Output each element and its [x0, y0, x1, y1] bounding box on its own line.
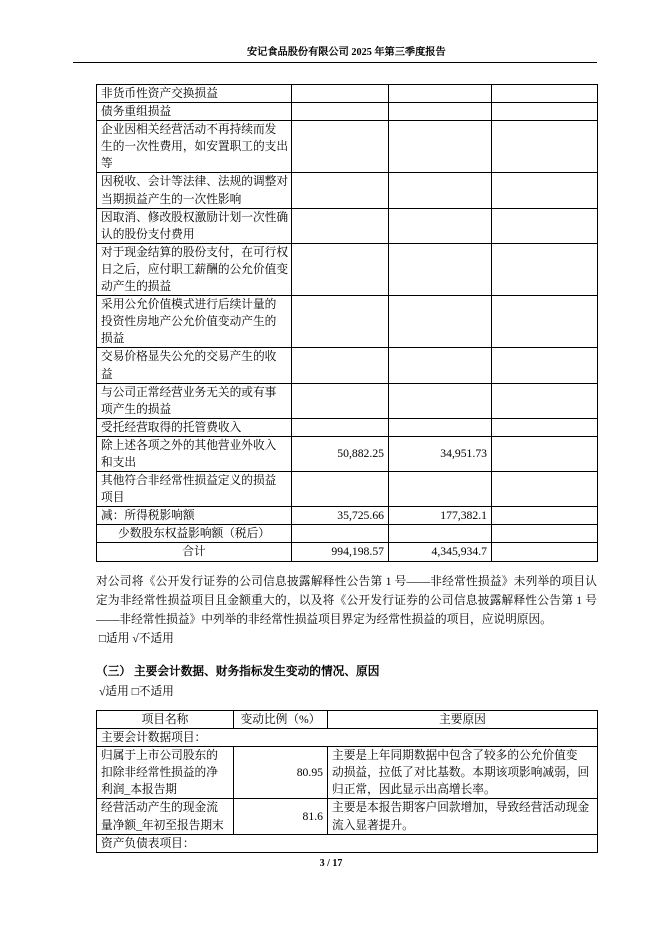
- item-label: 因取消、修改股权激励计划一次性确 认的股份支付费用: [97, 208, 292, 243]
- row-one-time-costs-discontinued-operations: [97, 121, 598, 173]
- row-investment-property-fair-value: [97, 296, 598, 348]
- row-other-non-operating-income-expense: [97, 436, 598, 471]
- change-ratio-cell: 80.95: [234, 747, 328, 799]
- disclosure-note-line: 定为非经常性损益项目且金额重大的，以及将《公开发行证券的公司信息披露解释性公告第 1 号: [96, 594, 597, 607]
- row-other-non-recurring-items: [97, 472, 598, 507]
- amount-cell: [389, 173, 492, 208]
- amount-cell: [389, 243, 492, 295]
- note-cell: [492, 418, 598, 436]
- row-custody-fee-income: [97, 418, 598, 436]
- amount-cell: [292, 103, 389, 121]
- column-header-item-name: 项目名称: [97, 711, 234, 729]
- amount-cell: [389, 525, 492, 543]
- row-equity-incentive-cancellation: [97, 208, 598, 243]
- item-label: 除上述各项之外的其他营业外收入 和支出: [97, 436, 292, 471]
- amount-cell: [292, 243, 389, 295]
- row-operating-cash-flow: [97, 799, 598, 834]
- row-contingencies-unrelated-to-business: [97, 383, 598, 418]
- disclosure-note-line: 对公司将《公开发行证券的公司信息披露解释性公告第 1 号——非经常性损益》未列举的项目认: [96, 575, 597, 588]
- amount-cell: [292, 525, 389, 543]
- amount-cell: [389, 296, 492, 348]
- item-label: 交易价格显失公允的交易产生的收 益: [97, 348, 292, 383]
- item-label: 经营活动产生的现金流 量净额_年初至报告期末: [97, 799, 234, 834]
- note-cell: [492, 173, 598, 208]
- key-data-change-table: [96, 710, 598, 853]
- row-income-tax-effect: [97, 507, 598, 525]
- note-cell: [492, 121, 598, 173]
- amount-cell: [389, 85, 492, 103]
- item-label: 减：所得税影响额: [97, 507, 292, 525]
- reason-cell: 主要是本报告期客户回款增加，导致经营活动现金 流入显著提升。: [328, 799, 598, 834]
- note-cell: [492, 507, 598, 525]
- total-amount-cell: 4,345,934.7: [389, 543, 492, 561]
- amount-cell: [389, 472, 492, 507]
- item-label: 采用公允价值模式进行后续计量的 投资性房地产公允价值变动产生的 损益: [97, 296, 292, 348]
- total-label: 合计: [97, 543, 292, 561]
- amount-cell: [292, 208, 389, 243]
- item-label: 对于现金结算的股份支付，在可行权 日之后，应付职工薪酬的公允价值变 动产生的损益: [97, 243, 292, 295]
- item-label: 非货币性资产交换损益: [97, 85, 292, 103]
- row-debt-restructuring: [97, 103, 598, 121]
- non-recurring-gains-losses-table: [96, 84, 598, 562]
- table-header-row: [97, 711, 598, 729]
- amount-cell: [292, 383, 389, 418]
- amount-cell: [389, 418, 492, 436]
- section-heading: （三） 主要会计数据、财务指标发生变动的情况、原因: [96, 665, 380, 678]
- amount-cell: [389, 103, 492, 121]
- item-label: 受托经营取得的托管费收入: [97, 418, 292, 436]
- report-header-title: 安记食品股份有限公司 2025 年第三季度报告: [247, 47, 446, 58]
- note-cell: [492, 296, 598, 348]
- note-cell: [492, 348, 598, 383]
- amount-cell: [389, 348, 492, 383]
- note-cell: [492, 472, 598, 507]
- item-label: 少数股东权益影响额（税后）: [97, 525, 292, 543]
- amount-cell: [292, 85, 389, 103]
- group-row-balance-sheet: [97, 834, 598, 852]
- disclosure-note-line: ——非经常性损益》中列举的非经常性损益项目界定为经常性损益的项目，应说明原因。: [96, 613, 552, 626]
- amount-cell: [292, 296, 389, 348]
- note-cell: [492, 208, 598, 243]
- item-label: 与公司正常经营业务无关的或有事 项产生的损益: [97, 383, 292, 418]
- applicability-checkbox-text: □适用 √不适用: [99, 632, 174, 645]
- amount-cell: [389, 208, 492, 243]
- item-label: 其他符合非经常性损益定义的损益 项目: [97, 472, 292, 507]
- note-cell: [492, 85, 598, 103]
- total-amount-cell: 994,198.57: [292, 543, 389, 561]
- note-cell: [492, 543, 598, 561]
- page-number: 3 / 17: [319, 858, 343, 869]
- note-cell: [492, 103, 598, 121]
- amount-cell: [389, 383, 492, 418]
- row-minority-interest-effect: [97, 525, 598, 543]
- group-row-accounting-data: [97, 729, 598, 747]
- change-ratio-cell: 81.6: [234, 799, 328, 834]
- item-label: 归属于上市公司股东的 扣除非经常性损益的净 利润_本报告期: [97, 747, 234, 799]
- item-label: 企业因相关经营活动不再持续而发 生的一次性费用，如安置职工的支出 等: [97, 121, 292, 173]
- note-cell: [492, 525, 598, 543]
- amount-cell: [292, 472, 389, 507]
- amount-cell: [292, 418, 389, 436]
- amount-cell: 50,882.25: [292, 436, 389, 471]
- row-cash-settled-share-payment: [97, 243, 598, 295]
- amount-cell: 177,382.1: [389, 507, 492, 525]
- column-header-main-reason: 主要原因: [328, 711, 598, 729]
- column-header-change-ratio: 变动比例（%）: [234, 711, 328, 729]
- item-label: 债务重组损益: [97, 103, 292, 121]
- amount-cell: [292, 121, 389, 173]
- amount-cell: [389, 121, 492, 173]
- amount-cell: [292, 348, 389, 383]
- row-net-profit-excl-non-recurring: [97, 747, 598, 799]
- note-cell: [492, 383, 598, 418]
- row-total: [97, 543, 598, 561]
- note-cell: [492, 436, 598, 471]
- disclosure-note-paragraph: [96, 572, 597, 648]
- header-rule: [73, 62, 597, 63]
- amount-cell: 34,951.73: [389, 436, 492, 471]
- note-cell: [492, 243, 598, 295]
- group-label: 资产负债表项目：: [97, 834, 598, 852]
- row-tax-law-adjustment-impact: [97, 173, 598, 208]
- group-label: 主要会计数据项目：: [97, 729, 598, 747]
- applicability-checkbox-text: √适用 □不适用: [99, 685, 174, 698]
- amount-cell: 35,725.66: [292, 507, 389, 525]
- amount-cell: [292, 173, 389, 208]
- item-label: 因税收、会计等法律、法规的调整对 当期损益产生的一次性影响: [97, 173, 292, 208]
- row-unfair-price-transactions: [97, 348, 598, 383]
- row-non-monetary-asset-exchange: [97, 85, 598, 103]
- reason-cell: 主要是上年同期数据中包含了较多的公允价值变 动损益，拉低了对比基数。本期该项影响减弱，回 归正常，因此显示出高增长率。: [328, 747, 598, 799]
